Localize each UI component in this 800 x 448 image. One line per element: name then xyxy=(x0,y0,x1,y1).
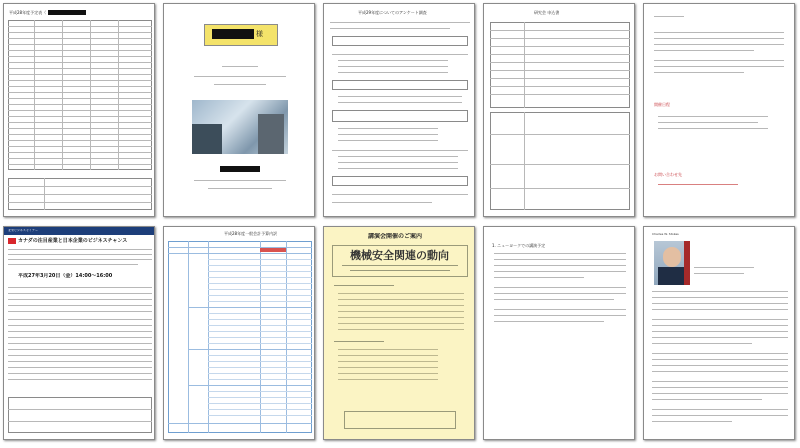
document-thumbnail-lecture-notice[interactable] xyxy=(323,226,475,440)
document-thumbnail-budget-table[interactable] xyxy=(163,226,315,440)
letter-signature: Charles W. Stokes xyxy=(652,233,679,236)
notice-heading: 1. ニューヨークでの講演予定 xyxy=(492,243,546,248)
lecture-main-title: 機械安全関連の動向 xyxy=(350,249,449,262)
document-thumbnail-application-form[interactable] xyxy=(483,3,635,217)
document-thumbnail-cover[interactable] xyxy=(163,3,315,217)
document-thumbnail-questionnaire[interactable] xyxy=(323,3,475,217)
schedule-heading: 平成28年度予定表（ xyxy=(9,10,47,15)
question-box xyxy=(332,110,468,122)
schedule-table xyxy=(8,20,152,170)
questionnaire-title: 平成29年度についてのアンケート調査 xyxy=(358,10,427,15)
cover-photo-figure xyxy=(192,124,222,154)
form-title: 研究会 申込書 xyxy=(534,10,560,15)
letter-section-2: お問い合わせ先 xyxy=(654,172,682,177)
portrait-face xyxy=(663,247,681,267)
flyer-banner-label: 北米ビジネスセミナー xyxy=(8,229,38,232)
cover-photo-machine xyxy=(258,114,284,154)
flyer-date: 平成27年3月20日（金）14:00〜16:00 xyxy=(18,273,113,279)
budget-title: 平成28年度一般会計予算内訳 xyxy=(224,231,278,236)
question-box xyxy=(332,36,468,46)
lecture-contact-box xyxy=(344,411,456,429)
redaction-bar xyxy=(220,166,260,172)
document-thumbnail-english-letter[interactable] xyxy=(643,226,795,440)
form-table-bottom xyxy=(490,112,630,210)
redaction-bar xyxy=(48,10,86,15)
lecture-heading: 講演会開催のご案内 xyxy=(368,233,423,240)
flag-icon xyxy=(8,238,16,244)
portrait-flag xyxy=(684,241,690,285)
portrait-suit xyxy=(658,267,686,285)
question-box xyxy=(332,176,468,186)
form-table-top xyxy=(490,22,630,108)
redaction-bar xyxy=(212,29,254,39)
document-thumbnail-text-notice[interactable] xyxy=(483,226,635,440)
document-thumbnail-seminar-flyer[interactable] xyxy=(3,226,155,440)
flyer-headline: カナダの注目産業と日本企業のビジネスチャンス xyxy=(18,238,128,244)
cover-title-suffix: 様 xyxy=(256,30,263,38)
letter-section-1: 開催日程 xyxy=(654,102,670,107)
flyer-registration-box xyxy=(8,397,152,433)
document-thumbnail-letter[interactable] xyxy=(643,3,795,217)
question-box xyxy=(332,80,468,90)
document-thumbnail-schedule[interactable] xyxy=(3,3,155,217)
